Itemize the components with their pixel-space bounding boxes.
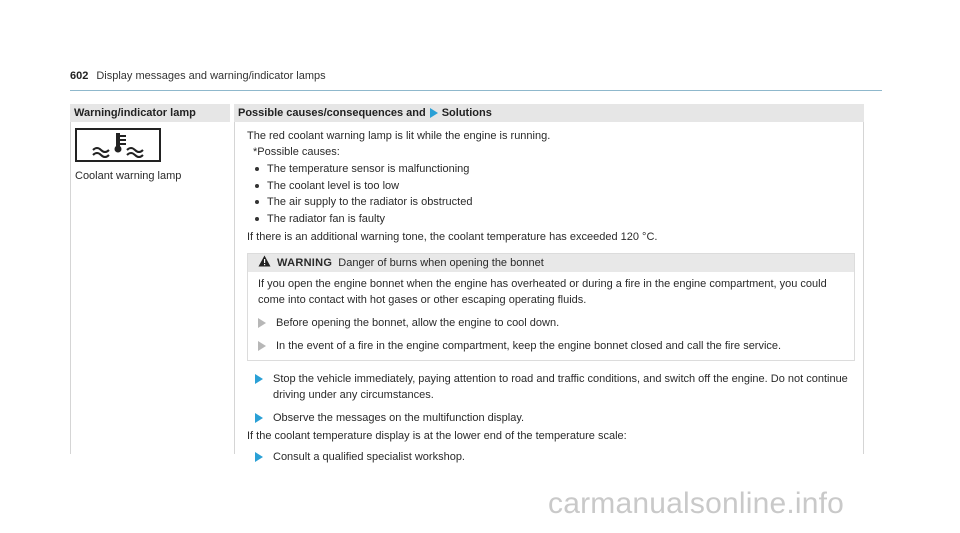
list-item: The radiator fan is faulty xyxy=(247,211,863,228)
warning-body xyxy=(248,272,854,360)
step-arrow-icon xyxy=(255,413,263,423)
causes-list xyxy=(247,161,863,227)
column-header-lamp: Warning/indicator lamp xyxy=(70,104,230,122)
list-item: The air supply to the radiator is obstructed xyxy=(247,194,863,211)
table-row xyxy=(70,122,864,463)
warning-text: If you open the engine bonnet when the engine has overheated or during a fire in the engine compartment, you could come into contact with hot gases or other escaping operating fluids. xyxy=(258,278,827,306)
warning-title: Danger of burns when opening the bonnet xyxy=(338,257,544,269)
solution-arrow-icon xyxy=(430,108,438,118)
solution-step xyxy=(247,449,863,465)
causes-label: *Possible causes: xyxy=(253,146,340,158)
list-item: The temperature sensor is malfunctioning xyxy=(247,161,863,178)
step-arrow-icon xyxy=(255,452,263,462)
step-arrow-icon xyxy=(258,341,266,351)
warning-step xyxy=(258,315,844,331)
additional-tone-text: If there is an additional warning tone, the coolant temperature has exceeded 120 °C. xyxy=(247,231,658,243)
lamp-cell xyxy=(70,122,230,454)
page-number: 602 xyxy=(70,70,89,82)
causes-cell xyxy=(234,122,864,463)
solution-step xyxy=(247,410,863,426)
low-temp-text: If the coolant temperature display is at the lower end of the temperature scale: xyxy=(247,430,627,442)
coolant-temperature-icon xyxy=(75,128,161,162)
page-header xyxy=(70,70,882,91)
step-arrow-icon xyxy=(258,318,266,328)
warning-triangle-icon xyxy=(258,255,271,272)
column-header-solutions-label: Solutions xyxy=(441,107,492,119)
warning-step xyxy=(258,338,844,354)
warning-label: WARNING xyxy=(277,257,333,269)
warning-header xyxy=(248,254,854,272)
warning-step-text: Before opening the bonnet, allow the engine to cool down. xyxy=(276,317,560,329)
solution-step-text: Observe the messages on the multifunction display. xyxy=(273,412,525,424)
solution-step-text: Consult a qualified specialist workshop. xyxy=(273,451,465,463)
column-header-causes xyxy=(234,104,864,122)
warning-lamp-table xyxy=(70,104,864,463)
watermark: carmanualsonline.info xyxy=(548,487,845,520)
table-header xyxy=(70,104,864,122)
warning-box xyxy=(247,253,855,361)
column-header-causes-label: Possible causes/consequences and xyxy=(238,107,426,119)
step-arrow-icon xyxy=(255,374,263,384)
solution-step xyxy=(247,371,863,403)
list-item: The coolant level is too low xyxy=(247,178,863,195)
intro-text: The red coolant warning lamp is lit while the engine is running. xyxy=(247,130,551,142)
lamp-label: Coolant warning lamp xyxy=(75,170,182,182)
solution-step-text: Stop the vehicle immediately, paying attention to road and traffic conditions, and switch off the engine. Do not continue driving under any circumstances. xyxy=(273,373,848,401)
page-title: Display messages and warning/indicator lamps xyxy=(96,70,326,82)
warning-step-text: In the event of a fire in the engine compartment, keep the engine bonnet closed and call the fire service. xyxy=(276,340,782,352)
